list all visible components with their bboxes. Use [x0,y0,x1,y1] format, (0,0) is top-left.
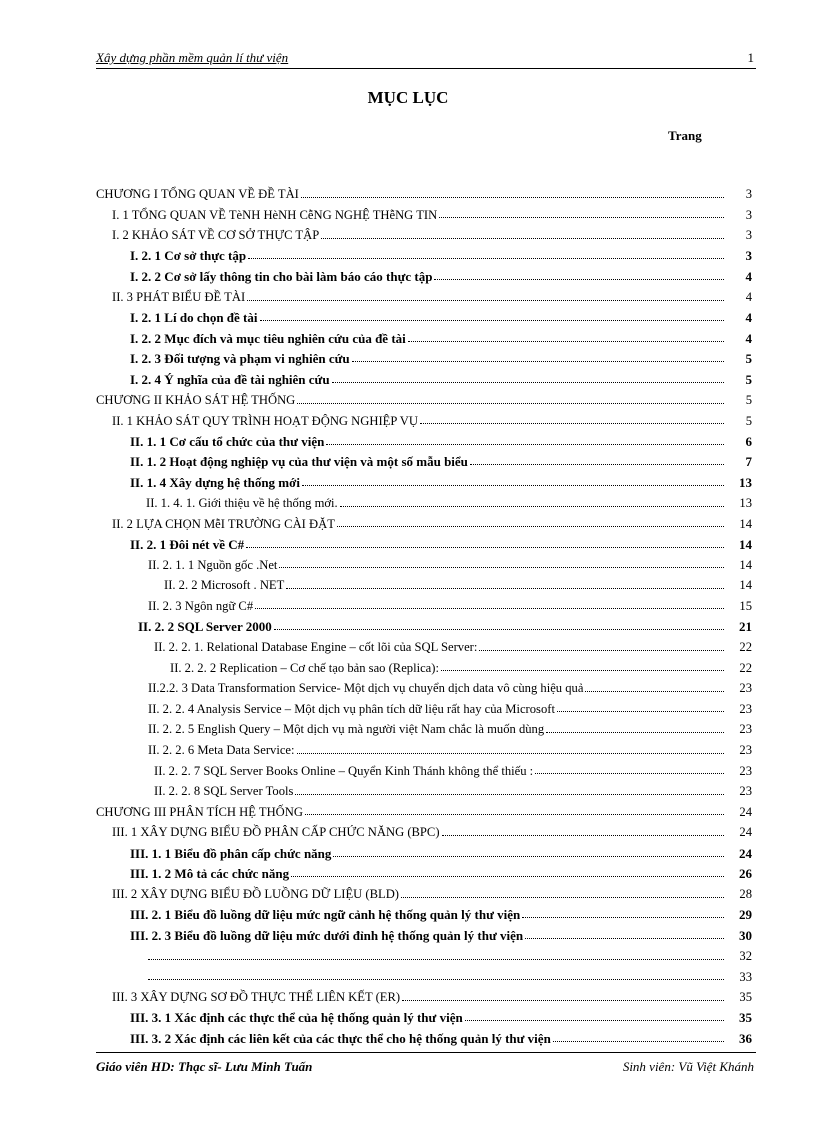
toc-dot-leader [546,732,724,733]
toc-entry-page: 29 [739,907,752,923]
toc-entry-title: II. 1. 4 Xây dựng hệ thống mới [130,474,300,490]
toc-dot-leader [255,608,724,609]
toc-entry[interactable] [96,1004,752,1025]
toc-dot-leader [260,320,725,321]
toc-entry[interactable] [96,324,752,345]
toc-entry-page: 22 [739,660,752,675]
toc-entry-page: 13 [739,474,752,490]
header-page-number: 1 [747,50,754,65]
toc-dot-leader [553,1041,724,1042]
toc-entry-title: II. 2. 2. 7 SQL Server Books Online – Quyển Kinh Thánh không thể thiếu : [154,763,534,778]
toc-entry-page: 28 [739,887,752,902]
toc-entry-title: I. 2. 2 Cơ sở lấy thông tin cho bài làm báo cáo thực tập [130,268,433,284]
toc-dot-leader [439,217,724,218]
toc-entry[interactable] [96,365,752,386]
toc-dot-leader [352,361,724,362]
toc-dot-leader [401,897,724,898]
toc-entry[interactable] [96,612,752,633]
toc-entry-title: CHƯƠNG II KHẢO SÁT HỆ THỐNG [96,392,296,407]
toc-entry[interactable] [96,448,752,469]
toc-entry[interactable] [96,963,752,984]
toc-entry-title: III. 1. 2 Mô tả các chức năng [130,866,290,882]
toc-entry-page: 14 [739,557,752,572]
toc-entry-page: 14 [739,536,752,552]
page-header [96,48,756,69]
toc-dot-leader [332,382,724,383]
toc-dot-leader [337,526,724,527]
toc-entry-page: 4 [745,330,752,346]
toc-dot-leader [291,876,724,877]
toc-dot-leader [470,464,724,465]
toc-entry-page: 13 [739,495,752,510]
toc-entry[interactable] [96,427,752,448]
toc-dot-leader [333,856,724,857]
toc-entry-page: 3 [745,228,752,243]
toc-entry-title: II. 1. 4. 1. Giới thiệu về hệ thống mới. [146,495,338,510]
toc-entry[interactable] [96,180,752,201]
toc-dot-leader [148,959,724,960]
toc-entry-page: 35 [739,990,752,1005]
toc-entry-title: II. 1 KHẢO SÁT QUY TRÌNH HOẠT ĐỘNG NGHIỆP VỤ [112,413,418,428]
toc-entry-title: II. 2. 2 SQL Server 2000 [138,619,272,635]
toc-entry-page: 3 [745,187,752,201]
toc-entry-title: II. 3 PHÁT BIỂU ĐỀ TÀI [112,289,246,304]
toc-entry-page: 23 [739,681,752,696]
toc-dot-leader [305,814,724,815]
toc-entry-title: III. 3 XÂY DỰNG SƠ ĐỒ THỰC THỂ LIÊN KẾT (ER) [112,990,401,1005]
page-footer [96,1052,756,1077]
toc-entry[interactable] [96,674,752,695]
toc-entry-title: II. 2. 1 Đôi nét về C# [130,536,245,552]
toc-entry-page: 5 [745,371,752,387]
toc-dot-leader [441,670,724,671]
toc-entry-page: 5 [745,351,752,367]
toc-entry-title: II. 2 LỰA CHỌN MễI TRƯỜNG CÀI ĐẶT [112,516,335,531]
toc-entry-title: II. 2. 2 Microsoft . NET [164,578,285,593]
toc-entry-page: 22 [739,640,752,655]
toc-dot-leader [148,979,724,980]
toc-dot-leader [408,341,724,342]
toc-entry-page: 24 [739,825,752,840]
toc-entry-title: II.2.2. 3 Data Transformation Service- Một dịch vụ chuyển dịch data vô cùng hiệu quả [148,681,584,696]
toc-dot-leader [522,917,724,918]
toc-entry[interactable] [96,633,752,654]
toc-entry-page: 26 [739,866,752,882]
toc-entry[interactable] [96,489,752,510]
toc-dot-leader [420,423,724,424]
toc-entry-title: II. 1. 2 Hoạt động nghiệp vụ của thư viện và một số mẫu biểu [130,454,468,470]
toc-entry[interactable] [96,942,752,963]
toc-entry-title: II. 2. 1. 1 Nguồn gốc .Net [148,557,278,572]
toc-entry[interactable] [96,407,752,428]
toc-dot-leader [301,197,724,198]
toc-entry[interactable] [96,839,752,860]
toc-entry-title: II. 2. 2. 5 English Query – Một dịch vụ mà người việt Nam chắc là muốn dùng [148,722,545,737]
toc-entry-page: 7 [745,454,752,470]
toc-entry-page: 5 [745,392,752,407]
toc-dot-leader [302,485,724,486]
header-title: Xây dựng phần mềm quản lí thư viện [96,50,289,65]
toc-dot-leader [297,403,724,404]
toc-entry[interactable] [96,592,752,613]
toc-entry-title: I. 2. 4 Ý nghĩa của đề tài nghiên cứu [130,371,330,387]
toc-dot-leader [465,1020,724,1021]
toc-entry[interactable] [96,551,752,572]
toc-entry-title: III. 2. 1 Biểu đồ luồng dữ liệu mức ngữ cảnh hệ thống quản lý thư viện [130,907,521,923]
toc-entry-title: III. 3. 2 Xác định các liên kết của các thực thể cho hệ thống quản lý thư viện [130,1030,551,1046]
toc-entry[interactable] [96,860,752,881]
toc-dot-leader [326,444,724,445]
toc-entry[interactable] [96,921,752,942]
toc-entry-page: 23 [739,743,752,758]
toc-dot-leader [525,938,724,939]
toc-entry-page: 6 [745,433,752,449]
toc-entry[interactable] [96,1024,752,1045]
toc-entry-page: 23 [739,763,752,778]
toc-entry-page: 24 [739,845,752,861]
toc-dot-leader [297,753,724,754]
toc-entry-title: III. 1. 1 Biểu đồ phân cấp chức năng [130,845,332,861]
toc-dot-leader [295,794,724,795]
toc-entry-title: III. 2 XÂY DỰNG BIỂU ĐỒ LUỒNG DỮ LIỆU (BLD) [112,887,399,902]
table-of-contents [96,180,752,1045]
toc-entry-page: 32 [739,948,752,963]
toc-entry-title: CHƯƠNG III PHÂN TÍCH HỆ THỐNG [96,804,303,819]
toc-entry[interactable] [96,201,752,222]
toc-entry[interactable] [96,571,752,592]
toc-dot-leader [274,629,724,630]
toc-entry[interactable] [96,654,752,675]
toc-entry-page: 33 [739,969,752,984]
toc-dot-leader [279,567,724,568]
toc-entry[interactable] [96,468,752,489]
toc-dot-leader [557,711,724,712]
toc-entry[interactable] [96,510,752,531]
toc-entry[interactable] [96,757,752,778]
toc-entry-title: III. 1 XÂY DỰNG BIỂU ĐỒ PHÂN CẤP CHỨC NĂNG (BPC) [112,825,440,840]
toc-entry-page: 35 [739,1010,752,1026]
toc-entry-page: 14 [739,578,752,593]
toc-entry-page: 15 [739,598,752,613]
toc-entry-page: 3 [745,248,752,264]
toc-entry[interactable] [96,798,752,819]
toc-entry[interactable] [96,880,752,901]
toc-entry-page: 3 [745,207,752,222]
toc-entry[interactable] [96,983,752,1004]
toc-dot-leader [321,238,724,239]
toc-entry-title: III. 2. 3 Biểu đồ luồng dữ liệu mức dưới đỉnh hệ thống quản lý thư viện [130,927,524,943]
toc-dot-leader [434,279,724,280]
toc-entry[interactable] [96,345,752,366]
toc-entry[interactable] [96,736,752,757]
toc-entry-title: III. 3. 1 Xác định các thực thể của hệ thống quản lý thư viện [130,1010,463,1026]
page-title: MỤC LỤC [367,88,449,107]
toc-dot-leader [585,691,724,692]
toc-dot-leader [286,588,724,589]
toc-entry-title: I. 2. 1 Lí do chọn đề tài [130,310,258,326]
toc-entry-page: 5 [745,413,752,428]
toc-entry-title: I. 2. 1 Cơ sở thực tập [130,248,247,264]
toc-entry-page: 36 [739,1030,752,1046]
toc-entry-title: II. 2. 2. 1. Relational Database Engine – cốt lõi của SQL Server: [154,640,478,655]
toc-entry-title: I. 2 KHẢO SÁT VỀ CƠ SỞ THỰC TẬP [112,228,320,243]
toc-entry-title: II. 2. 2. 8 SQL Server Tools [154,784,294,799]
toc-entry-page: 24 [739,804,752,819]
toc-entry[interactable] [96,221,752,242]
toc-entry-title: II. 2. 2. 2 Replication – Cơ chế tạo bản sao (Replica): [170,660,439,675]
toc-entry[interactable] [96,530,752,551]
toc-entry-page: 23 [739,701,752,716]
toc-entry[interactable] [96,283,752,304]
toc-entry[interactable] [96,304,752,325]
toc-entry[interactable] [96,242,752,263]
toc-entry-page: 4 [745,289,752,304]
toc-entry-title: II. 2. 2. 4 Analysis Service – Một dịch vụ phân tích dữ liệu rất hay của Microsoft [148,701,555,716]
toc-entry[interactable] [96,818,752,839]
toc-dot-leader [246,547,724,548]
toc-entry[interactable] [96,901,752,922]
toc-entry[interactable] [96,695,752,716]
toc-entry[interactable] [96,262,752,283]
toc-entry-title: I. 2. 2 Mục đích và mục tiêu nghiên cứu của đề tài [130,330,406,346]
toc-entry-page: 30 [739,927,752,943]
toc-entry-title: II. 1. 1 Cơ cấu tổ chức của thư viện [130,433,325,449]
toc-entry-page: 23 [739,722,752,737]
footer-advisor: Giáo viên HD: Thạc sĩ- Lưu Minh Tuấn [96,1059,313,1074]
toc-dot-leader [340,506,724,507]
toc-dot-leader [248,258,724,259]
toc-entry-page: 23 [739,784,752,799]
toc-entry-page: 4 [745,268,752,284]
toc-dot-leader [402,1000,724,1001]
page-column-label: Trang [668,128,702,143]
toc-entry-page: 21 [739,619,752,635]
toc-entry-page: 14 [739,516,752,531]
toc-entry-title: I. 2. 3 Đối tượng và phạm vi nghiên cứu [130,351,350,367]
toc-entry[interactable] [96,715,752,736]
toc-dot-leader [479,650,724,651]
toc-dot-leader [442,835,724,836]
toc-entry[interactable] [96,777,752,798]
toc-entry-title: II. 2. 2. 6 Meta Data Service: [148,743,295,758]
toc-entry-title: II. 2. 3 Ngôn ngữ C# [148,598,254,613]
toc-entry[interactable] [96,386,752,407]
footer-student: Sinh viên: Vũ Việt Khánh [622,1059,754,1074]
toc-entry-title: I. 1 TỔNG QUAN VỀ TèNH HèNH CễNG NGHỆ THễNG TIN [112,207,438,222]
toc-dot-leader [247,300,724,301]
toc-dot-leader [535,773,724,774]
toc-entry-page: 4 [745,310,752,326]
toc-entry-title: CHƯƠNG I TỔNG QUAN VỀ ĐỀ TÀI [96,187,299,201]
